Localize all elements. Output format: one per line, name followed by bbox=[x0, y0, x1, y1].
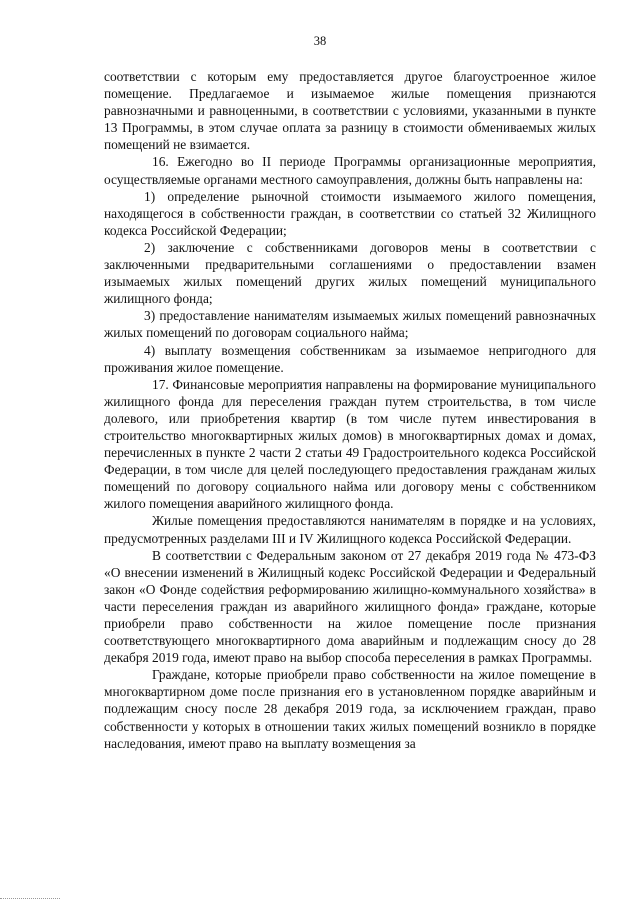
scan-edge-mark bbox=[0, 898, 60, 901]
list-item: 1) определение рыночной стоимости изымаемого жилого помещения, находящегося в собственности граждан, в соответствии со статьей 32 Жилищного кодекса Российской Федерации; bbox=[104, 188, 596, 238]
list-item: 4) выплату возмещения собственникам за изымаемое непригодного для проживания жилое помещение. bbox=[104, 342, 596, 375]
page-number: 38 bbox=[313, 34, 327, 48]
list-item: 2) заключение с собственниками договоров мены в соответствии с заключенными предварительными соглашениями о предоставлении взамен изымаемых жилых помещений других жилых помещений муниципального жилищного фонда; bbox=[104, 239, 596, 307]
paragraph: соответствии с которым ему предоставляется другое благоустроенное жилое помещение. Предлагаемое и изымаемое жилые помещения признаются равнозначными и равноценными, в соответствии с условиями, указанными в пункте 13 Программы, в этом случае оплата за разницу в стоимости обмениваемых жилых помещений не взимается. bbox=[104, 69, 596, 153]
paragraph: Граждане, которые приобрели право собственности на жилое помещение в многоквартирном доме после признания его в установленном порядке аварийным и подлежащим сносу после 28 декабря 2019 года, за исключением граждан, право собственности у которых в отношении таких жилых помещений возникло в порядке наследования, имеют право на выплату возмещения за bbox=[104, 667, 596, 751]
document-body bbox=[104, 68, 596, 752]
paragraph: В соответствии с Федеральным законом от 27 декабря 2019 года № 473-ФЗ «О внесении изменений в Жилищный кодекс Российской Федерации и Федеральный закон «О Фонде содействия реформированию жилищно-коммунального хозяйства» в части переселения граждан из аварийного жилищного фонда» граждане, которые приобрели право собственности на жилое помещение после признания соответствующего многоквартирного дома аварийным и подлежащим сносу до 28 декабря 2019 года, имеют право на выбор способа переселения в рамках Программы. bbox=[104, 547, 596, 666]
paragraph: Жилые помещения предоставляются нанимателям в порядке и на условиях, предусмотренных разделами III и IV Жилищного кодекса Российской Федерации. bbox=[104, 513, 596, 546]
paragraph: 16. Ежегодно во II периоде Программы организационные мероприятия, осуществляемые органами местного самоуправления, должны быть направлены на: bbox=[104, 154, 596, 187]
paragraph: 17. Финансовые мероприятия направлены на формирование муниципального жилищного фонда для переселения граждан путем строительства, в том числе долевого, или приобретения квартир (в том числе путем инвестирования в строительство многоквартирных жилых домов) в многоквартирных домах и домах, перечисленных в пункте 2 части 2 статьи 49 Градостроительного кодекса Российской Федерации, в том числе для целей последующего предоставления гражданам жилых помещений по договору социального найма или договору мены с собственником жилого помещения аварийного жилищного фонда. bbox=[104, 376, 596, 512]
list-item: 3) предоставление нанимателям изымаемых жилых помещений равнозначных жилых помещений по договорам социального найма; bbox=[104, 308, 596, 341]
